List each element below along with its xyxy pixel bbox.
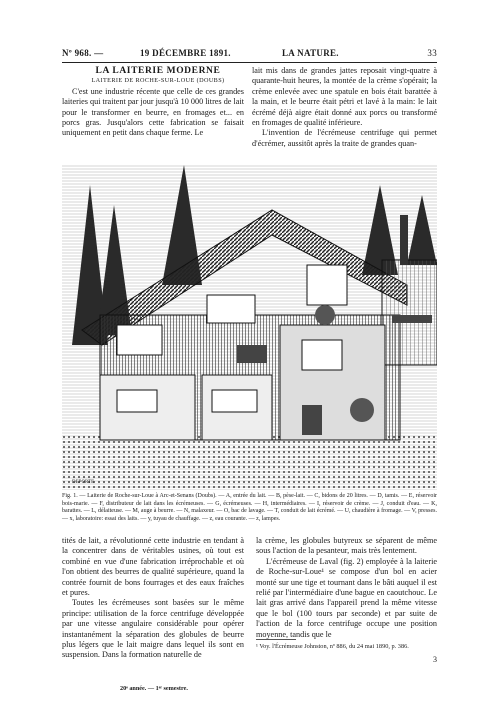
column-1: [62, 66, 244, 139]
journal-name: LA NATURE.: [282, 48, 339, 58]
header-rule: [62, 62, 437, 63]
footnote-rule: [256, 639, 296, 640]
engraver-signature: DEPORTE: [72, 480, 95, 485]
issue-date: 19 DÉCEMBRE 1891.: [140, 48, 231, 58]
column-3: [62, 536, 244, 661]
paragraph: C'est une industrie récente que celle de ces grandes laiteries qui traitent par jour jusqu'à 10 000 litres de lait pour le transformer en beurre, en fromages et... en porcs gras. Jusqu'alors cette fabrication se faisait uniquement en petit dans chaque ferme. Le: [62, 86, 244, 138]
sheet-number: 3: [433, 655, 437, 664]
column-4: [256, 536, 437, 640]
paragraph: tités de lait, a révolutionné cette industrie en tendant à la concentrer dans de véritables usines, où tout est combiné en vue d'une fabrication irréprochable et où l'on obtient des beurres de qualité supérieure, quand la contrée fournit de bons fourrages et des eaux fraîches et pures.: [62, 536, 244, 598]
paragraph: L'écrémeuse de Laval (fig. 2) employée à la laiterie de Roche-sur-Loue¹ se compose d'un bol en acier monté sur une tige et tournant dans le bâti auquel il est relié par l'intermédiaire d'une bague en caoutchouc. Le lait gras arrivé dans l'appareil prend la même vitesse que le bol (100 tours par seconde) et par suite de l'action de la force centrifuge occupe une position moyenne, tandis que le: [256, 556, 437, 639]
article-title: LA LAITERIE MODERNE: [95, 66, 221, 76]
dairy-engraving: [62, 165, 437, 490]
issue-number: Nº 968. —: [62, 48, 104, 58]
figure-caption: Fig. 1. — Laiterie de Roche-sur-Loue à Arc-et-Senans (Doubs). — A, entrée du lait. — B, pèse-lait. — C, bidons de 20 litres. — D, tamis. — E, réservoir bois-marie. — F, distributeur de lait dans les écrémeuses. — G, écrémeuses. — H, intermédiaires. — I, réservoir de crème. — J, conduit d'eau. — K, barattes. — L, délaiteuse. — M, auge à beurre. — N, malaxeur. — O, bac de lavage. — T, conduit de lait écrémé. — U, chaudière à fromage. — V, presses. — x, laboratoire: essai des laits. — y, tuyau de chauffage. — z, eau courante. — z, lampes.: [62, 493, 437, 522]
article-subtitle: LAITERIE DE ROCHE-SUR-LOUE (DOUBS): [91, 77, 225, 85]
page-number: 33: [427, 48, 437, 58]
paragraph: la crème, les globules butyreux se séparent de même sous l'action de la pesanteur, mais très lentement.: [256, 536, 437, 556]
footnote: ¹ Voy. l'Écrémeuse Johnston, nº 886, du 24 mai 1890, p. 386.: [256, 643, 409, 650]
paragraph: L'invention de l'écrémeuse centrifuge qui permet d'écrémer, aussitôt après la traite de grandes quan-: [252, 128, 437, 148]
paragraph: lait mis dans de grandes jattes reposait vingt-quatre à quarante-huit heures, la montée de la crème s'opérait; la crème enlevée avec une spatule en bois était barattée à la main, et le beurre était pétri et lavé à la main: le lait écrémé déjà aigre était donné aux porcs ou transformé en fromages de qualité inférieure.: [252, 66, 437, 128]
column-2: [252, 66, 437, 149]
volume-signature: 20ᵉ année. — 1ᵉʳ semestre.: [120, 685, 188, 692]
running-header: [62, 48, 437, 62]
paragraph: Toutes les écrémeuses sont basées sur le même principe: utilisation de la force centrifuge développée par une vitesse angulaire considérable pour opérer instantanément la séparation des globules de beurre plus légers que le lait maigre dans lequel ils sont en suspension. Dans la formation naturelle de: [62, 598, 244, 660]
